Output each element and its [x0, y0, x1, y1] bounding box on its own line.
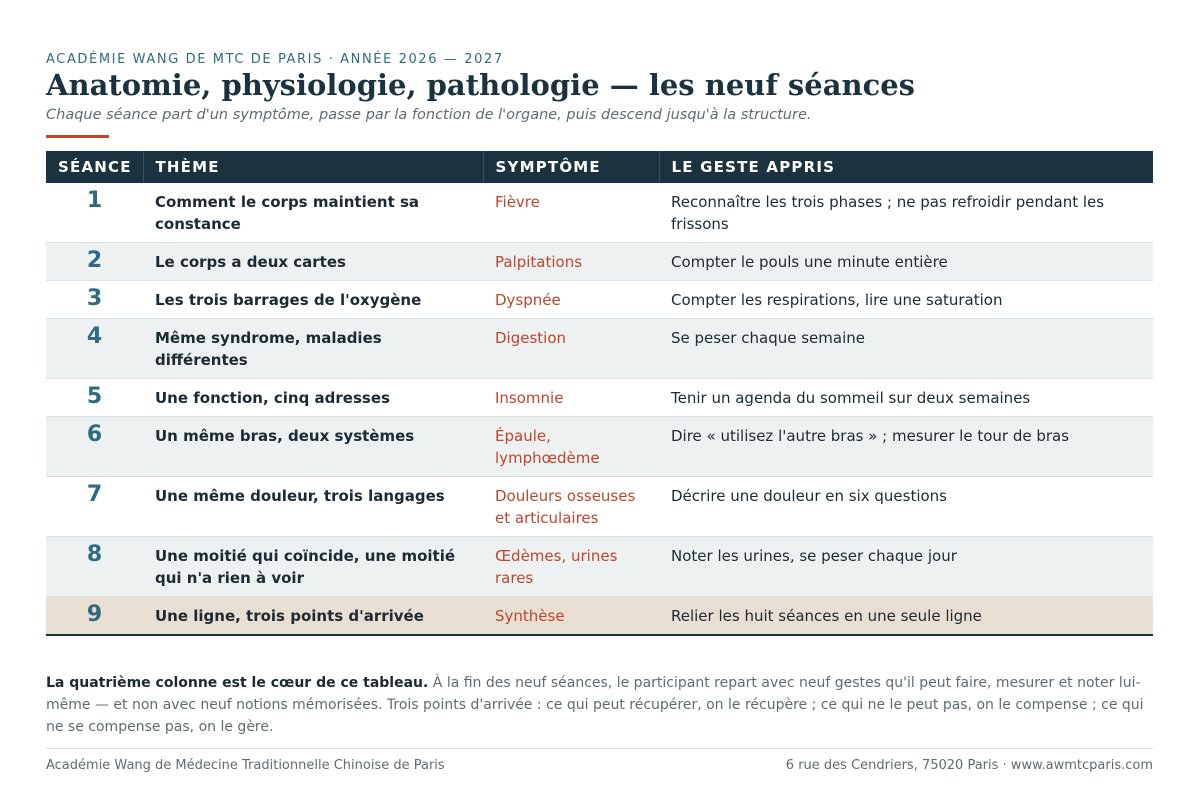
- footer-address: 6 rue des Cendriers, 75020 Paris · www.awmtcparis.com: [785, 758, 1153, 773]
- session-theme: Une ligne, trois points d'arrivée: [143, 597, 483, 636]
- session-theme: Une fonction, cinq adresses: [143, 379, 483, 417]
- table-row: [46, 417, 1153, 477]
- footer-divider: [46, 748, 1153, 749]
- closing-note-lead: La quatrième colonne est le cœur de ce tableau.: [46, 675, 429, 691]
- session-symptom: Fièvre: [483, 183, 659, 243]
- session-gesture: Décrire une douleur en six questions: [659, 477, 1153, 537]
- closing-note-body: À la fin des neuf séances, le participant repart avec neuf gestes qu'il peut faire, mesurer et noter lui-même — et non avec neuf notions mémorisées. Trois points d'arrivée : ce qui peut récupérer, on le récupère ; ce qui ne le peut pas, on le compense ; ce qui ne se compense pas, on le gère.: [46, 675, 1144, 735]
- session-symptom: Digestion: [483, 319, 659, 379]
- session-gesture: Relier les huit séances en une seule ligne: [659, 597, 1153, 636]
- session-theme: Le corps a deux cartes: [143, 243, 483, 281]
- table-row: [46, 243, 1153, 281]
- session-theme: Comment le corps maintient sa constance: [143, 183, 483, 243]
- session-symptom: Insomnie: [483, 379, 659, 417]
- eyebrow: ACADÉMIE WANG DE MTC DE PARIS · ANNÉE 2026 — 2027: [46, 52, 504, 67]
- session-symptom: Palpitations: [483, 243, 659, 281]
- session-gesture: Tenir un agenda du sommeil sur deux semaines: [659, 379, 1153, 417]
- session-theme: Un même bras, deux systèmes: [143, 417, 483, 477]
- footer-organization: Académie Wang de Médecine Traditionnelle Chinoise de Paris: [46, 758, 445, 773]
- session-number: 5: [46, 379, 143, 417]
- table-row: [46, 183, 1153, 243]
- session-symptom: Épaule, lymphœdème: [483, 417, 659, 477]
- session-number: 7: [46, 477, 143, 537]
- session-number: 6: [46, 417, 143, 477]
- table-header-row: [46, 151, 1153, 183]
- page-title: Anatomie, physiologie, pathologie — les neuf séances: [46, 68, 916, 102]
- session-gesture: Compter le pouls une minute entière: [659, 243, 1153, 281]
- session-number: 8: [46, 537, 143, 597]
- column-header-seance: SÉANCE: [46, 151, 143, 183]
- column-header-theme: THÈME: [143, 151, 483, 183]
- column-header-gesture: LE GESTE APPRIS: [659, 151, 1153, 183]
- session-symptom: Douleurs osseuses et articulaires: [483, 477, 659, 537]
- page-subtitle: Chaque séance part d'un symptôme, passe par la fonction de l'organe, puis descend jusqu'à la structure.: [46, 107, 812, 123]
- session-theme: Une moitié qui coïncide, une moitié qui n'a rien à voir: [143, 537, 483, 597]
- table-row: [46, 379, 1153, 417]
- session-gesture: Se peser chaque semaine: [659, 319, 1153, 379]
- session-number: 9: [46, 597, 143, 636]
- sessions-table: [46, 151, 1153, 636]
- table-row: [46, 319, 1153, 379]
- column-header-symptom: SYMPTÔME: [483, 151, 659, 183]
- table-row-synthesis: [46, 597, 1153, 636]
- session-theme: Même syndrome, maladies différentes: [143, 319, 483, 379]
- session-symptom: Œdèmes, urines rares: [483, 537, 659, 597]
- session-number: 4: [46, 319, 143, 379]
- accent-rule: [46, 135, 109, 138]
- session-number: 2: [46, 243, 143, 281]
- session-symptom: Dyspnée: [483, 281, 659, 319]
- table-row: [46, 537, 1153, 597]
- session-gesture: Compter les respirations, lire une saturation: [659, 281, 1153, 319]
- table-row: [46, 477, 1153, 537]
- session-number: 3: [46, 281, 143, 319]
- session-gesture: Reconnaître les trois phases ; ne pas refroidir pendant les frissons: [659, 183, 1153, 243]
- session-gesture: Noter les urines, se peser chaque jour: [659, 537, 1153, 597]
- session-symptom: Synthèse: [483, 597, 659, 636]
- closing-note: [46, 672, 1153, 738]
- table-row: [46, 281, 1153, 319]
- session-number: 1: [46, 183, 143, 243]
- session-theme: Les trois barrages de l'oxygène: [143, 281, 483, 319]
- session-theme: Une même douleur, trois langages: [143, 477, 483, 537]
- session-gesture: Dire « utilisez l'autre bras » ; mesurer le tour de bras: [659, 417, 1153, 477]
